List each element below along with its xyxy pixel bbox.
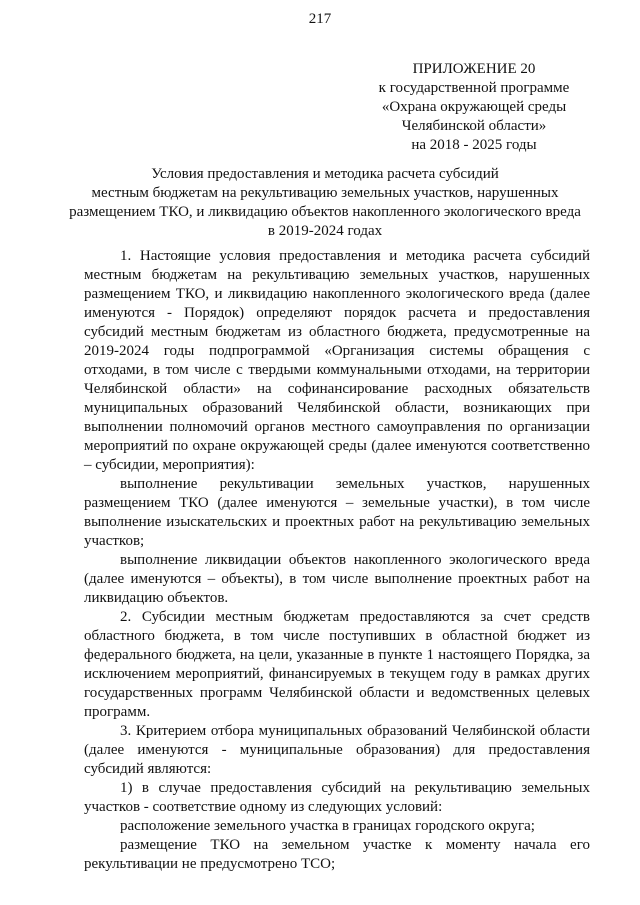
title-line: в 2019-2024 годах (267, 223, 383, 239)
title-line: размещением ТКО, и ликвидацию объектов накопленного экологического вреда (69, 204, 581, 220)
paragraph: выполнение рекультивации земельных участков, нарушенных размещением ТКО (далее именуются – земельные участки), в том числе выполнение изыскательских и проектных работ на рекультивацию земельных участков; (84, 476, 590, 549)
page-number: 217 (308, 11, 332, 27)
paragraph: расположение земельного участка в границах городского округа; (120, 818, 535, 834)
paragraph: 1. Настоящие условия предоставления и методика расчета субсидий местным бюджетам на рекультивацию земельных участков, нарушенных размещением ТКО, и ликвидацию накопленного экологического вреда (далее именуются - Порядок) определяют порядок расчета и предоставления субсидий местным бюджетам из областного бюджета, предусмотренные на 2019-2024 годы подпрограммой «Организация системы обращения с отходами, в том числе с твердыми коммунальными отходами, на территории Челябинской области» на софинансирование расходных обязательств муниципальных образований Челябинской области, возникающих при выполнении полномочий органов местного самоуправления по организации мероприятий по охране окружающей среды (далее именуются соответственно – субсидии, мероприятия): (84, 248, 590, 473)
paragraph: 2. Субсидии местным бюджетам предоставляются за счет средств областного бюджета, в том числе поступивших в областной бюджет из федерального бюджета, на цели, указанные в пункте 1 настоящего Порядка, за исключением мероприятий, финансируемых в текущем году в рамках других государственных программ Челябинской области и ведомственных целевых программ. (84, 609, 590, 720)
title-line: местным бюджетам на рекультивацию земельных участков, нарушенных (91, 185, 559, 201)
paragraph: 3. Критерием отбора муниципальных образований Челябинской области (далее именуются - муниципальные образования) для предоставления субсидий являются: (84, 723, 590, 777)
paragraph: выполнение ликвидации объектов накопленного экологического вреда (далее именуются – объекты), в том числе выполнение проектных работ на ликвидацию объектов. (84, 552, 590, 606)
title-line: Условия предоставления и методика расчета субсидий (151, 166, 499, 182)
appendix-line: Челябинской области» (401, 118, 547, 134)
document-body (84, 247, 590, 874)
appendix-line: на 2018 - 2025 годы (411, 137, 537, 153)
appendix-header (355, 60, 593, 155)
document-title (60, 165, 590, 241)
appendix-line: к государственной программе (378, 80, 570, 96)
paragraph: размещение ТКО на земельном участке к моменту начала его рекультивации не предусмотрено ТСО; (84, 837, 590, 872)
appendix-line: «Охрана окружающей среды (381, 99, 567, 115)
paragraph: 1) в случае предоставления субсидий на рекультивацию земельных участков - соответствие одному из следующих условий: (84, 780, 590, 815)
appendix-line: ПРИЛОЖЕНИЕ 20 (412, 61, 536, 77)
